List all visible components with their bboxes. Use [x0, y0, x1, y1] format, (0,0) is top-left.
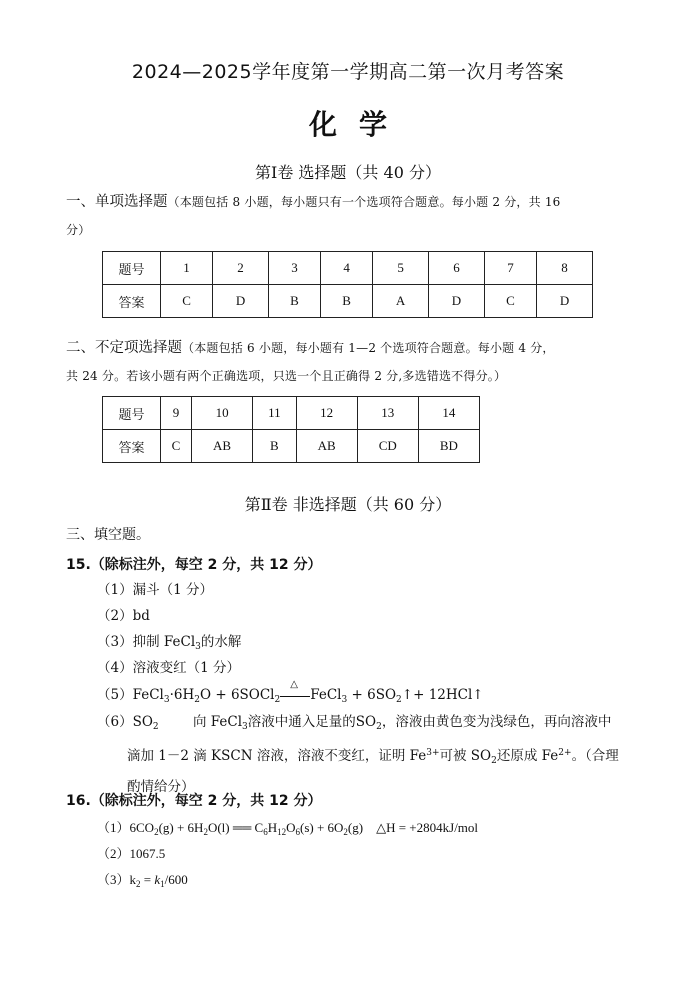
q15-answer-4: （4）溶液变红（1 分）: [97, 660, 240, 676]
table-cell: D: [429, 285, 485, 318]
q15-answer-6-b: 向 FeCl: [192, 714, 243, 730]
q16-answer-2: （2）1067.5: [97, 846, 166, 861]
table-cell: C: [161, 285, 213, 318]
table-cell: C: [484, 285, 536, 318]
q15-answer-6-g: 还原成 Fe: [496, 748, 559, 764]
q15-title: 15.（除标注外，每空 2 分，共 12 分）: [66, 557, 322, 573]
q15-answer-3: （3）抑制 FeCl$_3$的水解: [97, 634, 242, 652]
table-cell: BD: [418, 430, 479, 463]
table-cell: 7: [484, 252, 536, 285]
table-cell: A: [373, 285, 429, 318]
table-cell: D: [213, 285, 269, 318]
table-row: [103, 252, 593, 285]
table-row: [103, 430, 480, 463]
answer-table-1: [102, 251, 593, 318]
q15-answer-6-d: ，溶液由黄色变为浅绿色，再向溶液中: [381, 714, 612, 730]
q15-answer-3-pre: （3）抑制 FeCl: [97, 634, 196, 650]
table-cell: AB: [296, 430, 357, 463]
table-cell: B: [268, 285, 320, 318]
q15-answer-5-label: （5）: [97, 687, 133, 703]
q15-answer-6-c: 溶液中通入足量的SO: [247, 714, 377, 730]
table-cell: 2: [213, 252, 269, 285]
table-cell: B: [321, 285, 373, 318]
table-cell: CD: [357, 430, 418, 463]
table-row: [103, 285, 593, 318]
answer-table-2: [102, 396, 480, 463]
table-header-cell: 答案: [103, 430, 161, 463]
table-cell: AB: [192, 430, 253, 463]
table-cell: 5: [373, 252, 429, 285]
table-header-cell: 答案: [103, 285, 161, 318]
q16-answer-1: $(1)6CO_2(g) + 6H_2O(l)$ ══ $C_6H_{12}O_6(s) + 6O_2(g)$ △H = +2804kJ/mol: [97, 820, 479, 837]
table-header-cell: 题号: [103, 397, 161, 430]
table-cell: D: [537, 285, 593, 318]
q15-answer-6: $(6)SO_2$ 向 FeCl$_3$溶液中通入足量的$SO_2$，溶液由黄色变为浅绿色，再向溶液中 滴加 1－2 滴 KSCN 溶液，溶液不变红，证明 $Fe^{3+}$可被 $SO_2$还原成 $Fe^{2+}$。（合理 酌情给分）: [97, 714, 619, 795]
q15-answer-6-f: 可被 SO: [439, 748, 492, 764]
table-cell: 1: [161, 252, 213, 285]
table-cell: C: [161, 430, 192, 463]
section1-note-cont: 分）: [66, 223, 91, 237]
section1-head: 一、单项选择题: [66, 194, 168, 210]
table-cell: 14: [418, 397, 479, 430]
section2-note: （本题包括 6 小题，每小题有 1—2 个选项符合题意。每小题 4 分，: [182, 341, 555, 355]
q15-answer-1: （1）漏斗（1 分）: [97, 582, 213, 598]
table-cell: 11: [253, 397, 296, 430]
section1-note: （本题包括 8 小题，每小题只有一个选项符合题意。每小题 2 分，共 16: [167, 195, 561, 209]
q15-answer-6-i: 酌情给分）: [127, 779, 195, 795]
part1-heading: 第Ⅰ卷 选择题（共 40 分）: [255, 163, 441, 182]
q15-answer-2: （2）bd: [97, 608, 150, 624]
subject-title: 化学: [308, 108, 409, 141]
table-header-cell: 题号: [103, 252, 161, 285]
table-row: [103, 397, 480, 430]
part2-heading: 第Ⅱ卷 非选择题（共 60 分）: [244, 495, 452, 514]
section2-note-cont: 共 24 分。若该小题有两个正确选项，只选一个且正确得 2 分,多选错选不得分。）: [66, 369, 507, 383]
q16-answer-3-pre: （3）k: [97, 872, 137, 887]
table-cell: B: [253, 430, 296, 463]
q15-answer-6-h: 。（合理: [571, 748, 619, 764]
table-cell: 8: [537, 252, 593, 285]
q15-answer-6-a: （6）SO: [97, 714, 153, 730]
q15-answer-5: $(5)FeCl_3\cdot 6H_2O$ + 6SOCl$_2$ △ FeCl$_3$ + $6SO_2↑+$ 12HCl↑: [97, 682, 637, 713]
section2-head: 二、不定项选择题: [66, 340, 182, 356]
heat-arrow-icon: △: [280, 682, 310, 708]
table-cell: 6: [429, 252, 485, 285]
table-cell: 10: [192, 397, 253, 430]
table-cell: 12: [296, 397, 357, 430]
q15-answer-6-e: 滴加 1－2 滴 KSCN 溶液，溶液不变红，证明 Fe: [127, 748, 427, 764]
section3-head: 三、填空题。: [66, 527, 150, 543]
q15-answer-3-post: 的水解: [200, 634, 242, 650]
q16-answer-3: $(3)k_2 = k_1/600$: [97, 872, 188, 889]
table-cell: 13: [357, 397, 418, 430]
document-title: 2024—2025学年度第一学期高二第一次月考答案: [131, 61, 565, 83]
q16-title: 16.（除标注外，每空 2 分，共 12 分）: [66, 793, 322, 809]
table-cell: 3: [268, 252, 320, 285]
table-cell: 4: [321, 252, 373, 285]
section2-instructions: [66, 334, 634, 390]
section1-instructions: [66, 188, 634, 244]
table-cell: 9: [161, 397, 192, 430]
